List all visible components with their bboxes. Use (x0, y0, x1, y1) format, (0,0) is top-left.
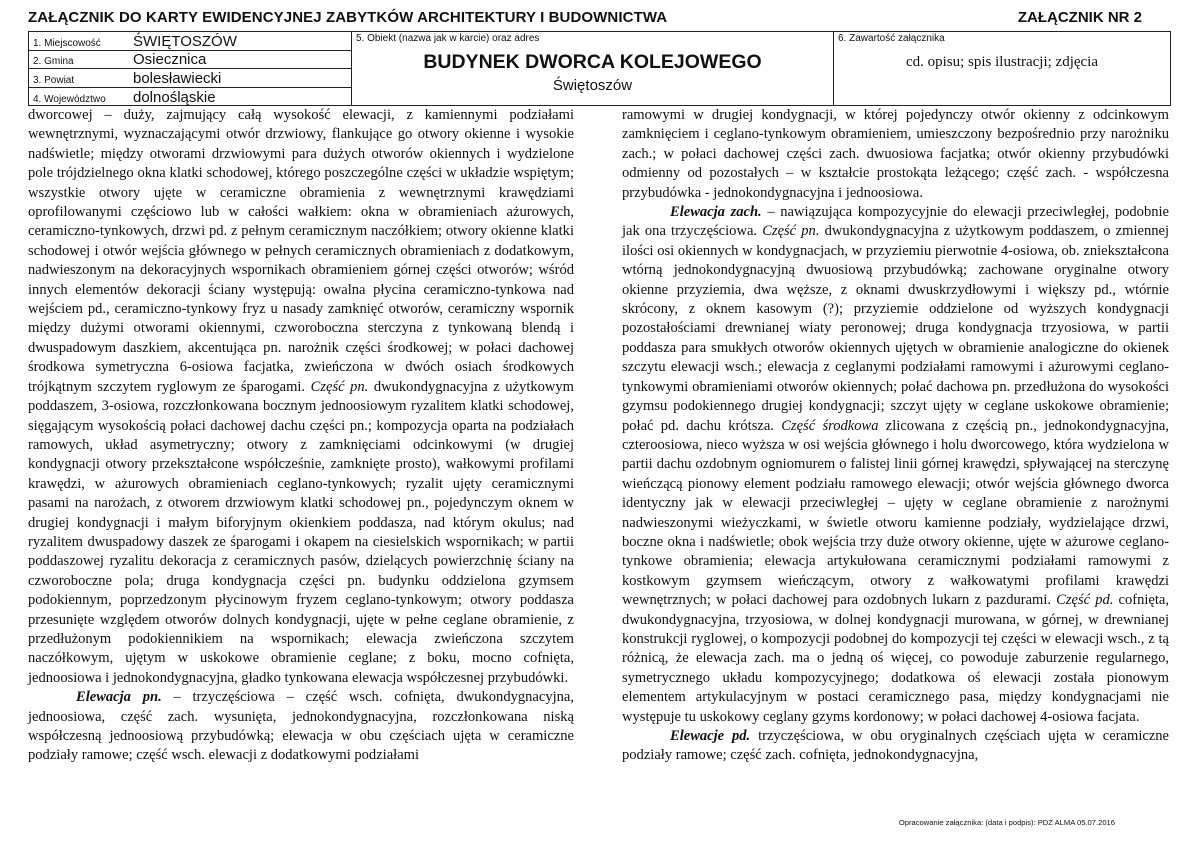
text-run: – trzyczęściowa – część wsch. cofnięta, dwukondygnacyjna, jednoosiowa, część zach. wysunięta, jednokondygnacyjna, rozczłonkowana niską współczesną jednoosiową przybudówką; elewacja w obu częściach ujęta w ceramiczne podziały ramowe; część wsch. elewacji z dodatkowymi podziałami (28, 689, 575, 764)
object-place: Świętoszów (552, 77, 633, 94)
right-text-column (622, 106, 1169, 766)
location-row-locality (29, 32, 351, 51)
text-run: dwukondygnacyjna z użytkowym poddaszem, 3-osiowa, rozczłonkowana bocznym jednoosiowym ryzalitem klatki schodowej, sięgającym wysokością połaci dachowej dachu części pn.; kompozycja oparta na podziałach ramowych, układ asymetryczny; otwory z zamknięciami odcinkowymi (w drugiej kondygnacji otwory przekształcone współcześnie, zamknięte prosto), wałkowymi profilami krawędzi, w ażurowych obramieniach ceglano-tynkowych; ryzalit ujęty ceramicznymi pasami na narożach, z otworem drzwiowym klatki schodowej pn., pojedynczym oknem w drugiej kondygnacji i małym biforyjnym okienkiem poddasza, nad którym okulus; nad ryzalitem dwuspadowy daszek ze śparogami i okapem na ciesielskich wspornikach; w partii poddaszowej ryzalitu dekoracja z ceramicznych pasów, dzielących powierzchnię ściany na czworoboczne pola; druga kondygnacja części pn. budynku oddzielona gzymsem podokiennym, poprzedzonym płycinowym fryzem ceglano-tynkowym; otwory poddasza przesunięte względem otworów dolnych kondygnacji, ujęte w pełne ceglane obramienie, z przedłużonym podokiennikiem na wspornikach; elewacja zwieńczona szczytem naczółkowym, ujętym w uskokowe obramienie ceglane; z boku, mocno cofnięta, jednoosiowa i jednokondygnacyjna, gładko tynkowana elewacja współczesnej przybudówki. (28, 378, 574, 686)
contents-caption: 6. Zawartość załącznika (838, 33, 945, 44)
page-header-title: ZAŁĄCZNIK DO KARTY EWIDENCYJNEJ ZABYTKÓW ARCHITEKTURY I BUDOWNICTWA (28, 9, 668, 26)
commune-value: Osiecznica (133, 51, 207, 68)
text-run: cofnięta, dwukondygnacyjna, trzyosiowa, w dolnej kondygnacji murowana, w górnej, w drewnianej konstrukcji ryglowej, o kompozycji podobnej do kompozycji tej części w elewacji wsch., z tą różnicą, że elewacja zach. ma o jedną oś więcej, co powoduje zaburzenie regularnego, symetrycznego układu kompozycyjnego; dodatkowa oś elewacji została pionowym elementem artykulacyjnym w postaci ceramicznego pasa, między kondygnacjami nie występuje tu uskokowy ceglany gzyms kordonowy; w połaci dachowej 4-osiowa facjata. (622, 592, 1170, 725)
text-run: ramowymi w drugiej kondygnacji, w której pojedynczy otwór okienny z odcinkowym zamknięciem i ceglano-tynkowym obramieniem, umieszczony bezpośrednio przy narożniku zach.; w połaci dachowej części zach. dwuosiowa facjatka; otwór okienny przybudówki odmienny od pozostałych – w kształcie prostokąta leżącego; część zach. - współczesna przybudówka - jednokondygnacyjna i jednoosiowa. (622, 107, 1169, 201)
italic-heading: Część pn. (310, 378, 369, 395)
text-run: dwukondygnacyjna z użytkowym poddaszem, o zmiennej ilości osi okiennych w kondygnacjach, w przyziemiu pierwotnie 4-osiowa, ob. zniekształcona wtórną jednokondygnacyjną dwuosiową przybudówką; zachowane oryginalne otwory okienne przyziemia, dwa węższe, z oknami dwuskrzydłowymi i większy pd., wtórnie skrócony, z oknem kasowym (?); przyziemie oddzielone od wyższych kondygnacji pozostałościami drewnianej wiaty peronowej; druga kondygnacja trzyosiowa, w partii poddasza para smukłych otworów okiennych ujętych w obramienie analogiczne do okienek szczytu elewacji wsch.; elewacja z ceglanymi podziałami ramowymi i ażurowymi ceglano-tynkowymi obramieniami otworów okiennych; połać dachowa pn. przedłużona do wysokości gzymsu podokiennego drugiej kondygnacji; szczyt ujęty w ceglane uskokowe obramienie; połać pd. dachu krótsza. (622, 223, 1170, 434)
text-run: – nawiązująca kompozycyjnie do elewacji przeciwległej, podobnie jak ona trzyczęściowa. (622, 204, 1169, 240)
italic-heading: Część pn. (762, 223, 820, 240)
italic-heading: Elewacja zach. (670, 204, 762, 221)
object-caption: 5. Obiekt (nazwa jak w karcie) oraz adres (356, 33, 540, 44)
location-row-voivodeship (29, 88, 351, 107)
footer-signature: Opracowanie załącznika: (data i podpis): PDZ ALMA 05.07.2016 (898, 818, 1115, 827)
annex-number: ZAŁĄCZNIK NR 2 (1017, 9, 1142, 26)
italic-heading: Elewacje pd. (670, 728, 751, 744)
district-value: bolesławiecki (133, 69, 222, 87)
text-run: zlicowana z częścią pn., jednokondygnacyjna, czteroosiowa, nieco wyższa w osi wejścia głównego i holu dworcowego, która wydzielona w partii dachu ozdobnym ogniomurem o falistej linii górnej krawędzi, spływającej na sterczynę wieńczącą pionowy element podziału ramowego elewacji; otwór wejścia głównego dworca identyczny jak w elewacji przeciwległej – ujęty w ceglane obramienie z narożnymi nadwieszonymi wieżyczkami, w świetle otworu kamienne podziały, wydzielające drzwi, boczne okna i nadświetle; obok wejścia trzy duże otwory okienne, ujęte w ażurowe ceglano-tynkowe obramienia; elewacja artykułowana ceramicznymi podziałami ramowymi z kostkowym gzymsem wieńczącym, otwory z wałkowatymi profilami krawędzi wewnętrznych; w połaci dachowej para ozdobnych lukarn z pazdurami. (622, 417, 1169, 609)
italic-heading: Część pd. (1056, 592, 1114, 609)
italic-heading: Część środkowa (781, 417, 879, 434)
commune-label: 2. Gmina (33, 56, 74, 67)
district-label: 3. Powiat (33, 74, 75, 86)
locality-label: 1. Miejscowość (33, 37, 101, 49)
left-text-column (28, 106, 574, 766)
locality-value: ŚWIĘTOSZÓW (133, 32, 237, 50)
location-row-commune (29, 51, 351, 70)
left-paragraph-2 (28, 688, 574, 766)
location-row-district (29, 69, 351, 88)
right-paragraph-2 (622, 203, 1169, 727)
right-paragraph-1 (622, 106, 1169, 203)
contents-box (833, 31, 1171, 106)
left-paragraph-1 (28, 106, 574, 688)
location-table (28, 31, 352, 106)
text-run: trzyczęściowa, w obu oryginalnych częściach ujęta w ceramiczne podziały ramowe; część zach. cofnięta, jednokondygnacyjna, (622, 728, 1170, 764)
text-run: dworcowej – duży, zajmujący całą wysokość elewacji, z kamiennymi podziałami wewnętrznymi, wyznaczającymi otwór drzwiowy, flankujące go otwory okienne i wysokie nadświetle; między otworami drzwiowymi para dużych otworów okiennych i wydzielone pole trójdzielnego okna klatki schodowej, którego poszczególne części w układzie wspiętym; wszystkie otwory ujęte w ceramiczne obramienia z wewnętrznymi krawędziami oprofilowanymi częściowo lub w całości wałkiem: okna w obramieniach ażurowych, ceramiczno-tynkowych, drzwi pd. z pełnym ceramicznym naczółkiem; otwory okienne klatki schodowej i otwór wejścia głównego w pełnych ceramicznych obramieniach z dodatkowym, nadwieszonym na dekoracyjnych wspornikach obramieniem górnej części otworów; wśród innych elementów dekoracji ściany występują: owalna płycina ceramiczno-tynkowa nad wejściem pd., ceramiczno-tynkowy fryz u nasady zamknięć otworów, ceramiczny wspornik między dużymi otworami okiennymi, czworoboczna sterczyna z tynkowaną blendą i dwuspadowym daszkiem, akcentująca pn. narożnik części środkowej; w połaci dachowej środkowa symetryczna 6-osiowa facjatka, zwieńczona w dwóch osiach środkowych trójkątnym szczytem ryglowym ze śparogami. (28, 107, 574, 395)
object-name: BUDYNEK DWORCA KOLEJOWEGO (423, 51, 762, 73)
italic-heading: Elewacja pn. (76, 689, 162, 706)
object-box (351, 31, 834, 106)
voivodeship-label: 4. Województwo (33, 94, 106, 105)
right-paragraph-3 (622, 727, 1169, 766)
contents-value: cd. opisu; spis ilustracji; zdjęcia (905, 54, 1099, 70)
voivodeship-value: dolnośląskie (133, 89, 216, 106)
